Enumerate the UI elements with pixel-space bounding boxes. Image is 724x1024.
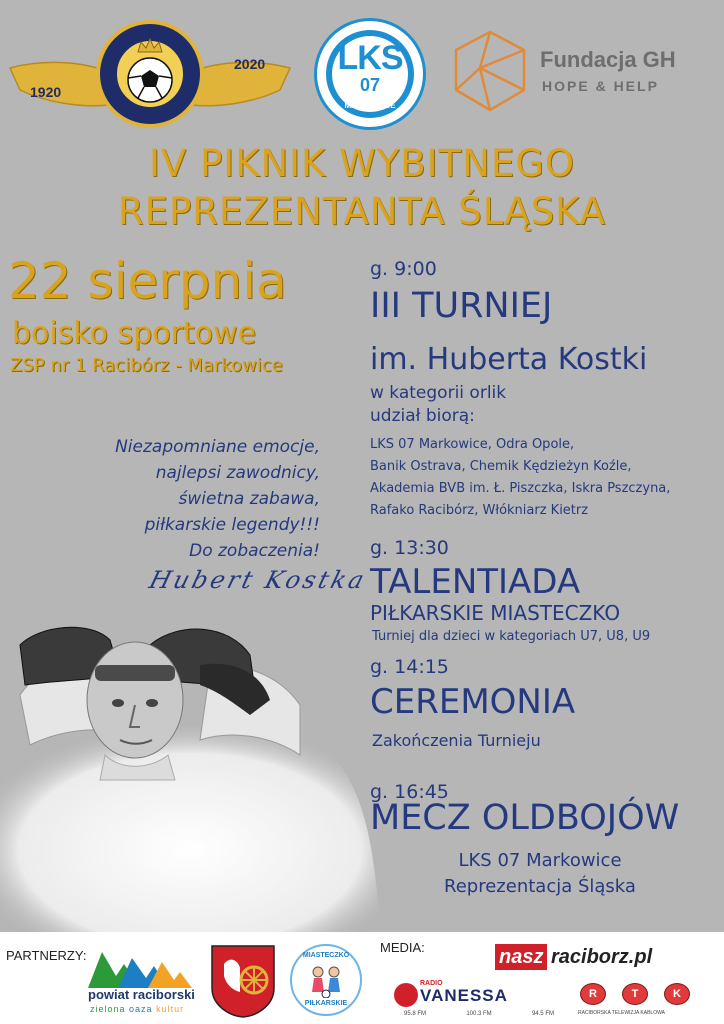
- talentiada-subtitle: PIŁKARSKIE MIASTECZKO: [370, 601, 621, 625]
- event-date: 22 sierpnia: [8, 252, 287, 310]
- szpn-year-right: 2020: [234, 56, 266, 72]
- powiat-tag-orange: kultur: [156, 1004, 185, 1014]
- powiat-tag-blue: oaza: [129, 1004, 153, 1014]
- title-line1: IV PIKNIK WYBITNEGO: [148, 142, 576, 185]
- partners-label: PARTNERZY:: [6, 948, 87, 963]
- team-line: Rafako Racibórz, Włókniarz Kietrz: [370, 503, 589, 518]
- powiat-mountains-icon: [88, 944, 192, 988]
- ceremonia-desc: Zakończenia Turnieju: [372, 731, 541, 750]
- vanessa-name: VANESSA: [420, 986, 508, 1005]
- vanessa-freq: 94.5 FM: [531, 1011, 554, 1017]
- lks-logo: [314, 18, 426, 130]
- title-line2: REPREZENTANTA ŚLĄSKA: [117, 190, 607, 233]
- quote-line: Do zobaczenia!: [189, 541, 320, 561]
- goalkeeper-photo: [0, 605, 380, 935]
- ceremonia-time: g. 14:15: [370, 656, 449, 678]
- miasteczko-bottom: PIŁKARSKIE: [304, 1000, 348, 1007]
- team-line: Akademia BVB im. Ł. Piszczka, Iskra Pszczyna,: [370, 481, 671, 496]
- powiat-tag-green: zielona: [90, 1004, 126, 1014]
- nasz-logo-part1: nasz: [495, 944, 547, 970]
- venue-line1: boisko sportowe: [12, 316, 257, 351]
- vanessa-freq: 100.3 FM: [466, 1011, 492, 1017]
- quote-block: [20, 434, 320, 564]
- vanessa-freq: 95.8 FM: [404, 1011, 427, 1017]
- quote-line: Niezapomniane emocje,: [115, 437, 320, 457]
- vanessa-freqs: [404, 1011, 554, 1017]
- mecz-team1: LKS 07 Markowice: [458, 850, 622, 871]
- mecz-team2: Reprezentacja Śląska: [444, 876, 636, 897]
- lks-number: 07: [359, 75, 381, 95]
- lks-letters: LKS: [337, 39, 403, 77]
- team-line: Banik Ostrava, Chemik Kędzieżyn Koźle,: [370, 459, 632, 474]
- signature: Hubert Kostka: [146, 566, 371, 594]
- participants-label: udział biorą:: [370, 406, 475, 426]
- quote-line: najlepsi zawodnicy,: [155, 463, 320, 483]
- rtk-letter: T: [622, 983, 648, 1005]
- teams-list: [370, 434, 670, 522]
- szpn-year-left: 1920: [30, 84, 62, 100]
- quote-line: piłkarskie legendy!!!: [144, 515, 320, 535]
- nasz-logo-part2: raciborz.pl: [551, 946, 653, 968]
- mecz-title: MECZ OLDBOJÓW: [370, 798, 680, 838]
- rtk-caption: RACIBORSKA TELEWIZJA KABLOWA: [578, 1010, 665, 1016]
- talentiada-title: TALENTIADA: [370, 562, 581, 602]
- fundacja-name: Fundacja GH: [540, 47, 676, 72]
- team-line: LKS 07 Markowice, Odra Opole,: [370, 437, 575, 452]
- lks-ring-text: MARKOWICE: [344, 101, 396, 110]
- tournament-subtitle: im. Huberta Kostki: [370, 342, 648, 377]
- vanessa-icon: [394, 983, 418, 1007]
- powiat-name: powiat raciborski: [88, 987, 195, 1002]
- kids-icon: [306, 964, 346, 998]
- tournament-category: w kategorii orlik: [370, 383, 507, 403]
- miasteczko-logo: [290, 944, 362, 1016]
- tournament-time: g. 9:00: [370, 258, 437, 280]
- talentiada-time: g. 13:30: [370, 537, 449, 559]
- rtk-letter: K: [664, 983, 690, 1005]
- mecz-time: g. 16:45: [370, 781, 449, 803]
- venue-line2: ZSP nr 1 Racibórz - Markowice: [10, 355, 283, 376]
- rtk-letter: R: [580, 983, 606, 1005]
- quote-line: świetna zabawa,: [178, 489, 320, 509]
- fundacja-tagline: HOPE & HELP: [542, 78, 659, 94]
- coat-of-arms-icon: [210, 944, 276, 1018]
- tournament-title: III TURNIEJ: [370, 286, 553, 326]
- powiat-tagline: [90, 1004, 184, 1014]
- talentiada-desc: Turniej dla dzieci w kategoriach U7, U8, U9: [372, 629, 651, 644]
- media-label: MEDIA:: [380, 940, 425, 955]
- miasteczko-top: MIASTECZKO: [302, 952, 350, 959]
- vanessa-radio: RADIO: [420, 980, 443, 987]
- ceremonia-title: CEREMONIA: [370, 682, 576, 722]
- fundacja-polyhedron-icon: [450, 28, 530, 114]
